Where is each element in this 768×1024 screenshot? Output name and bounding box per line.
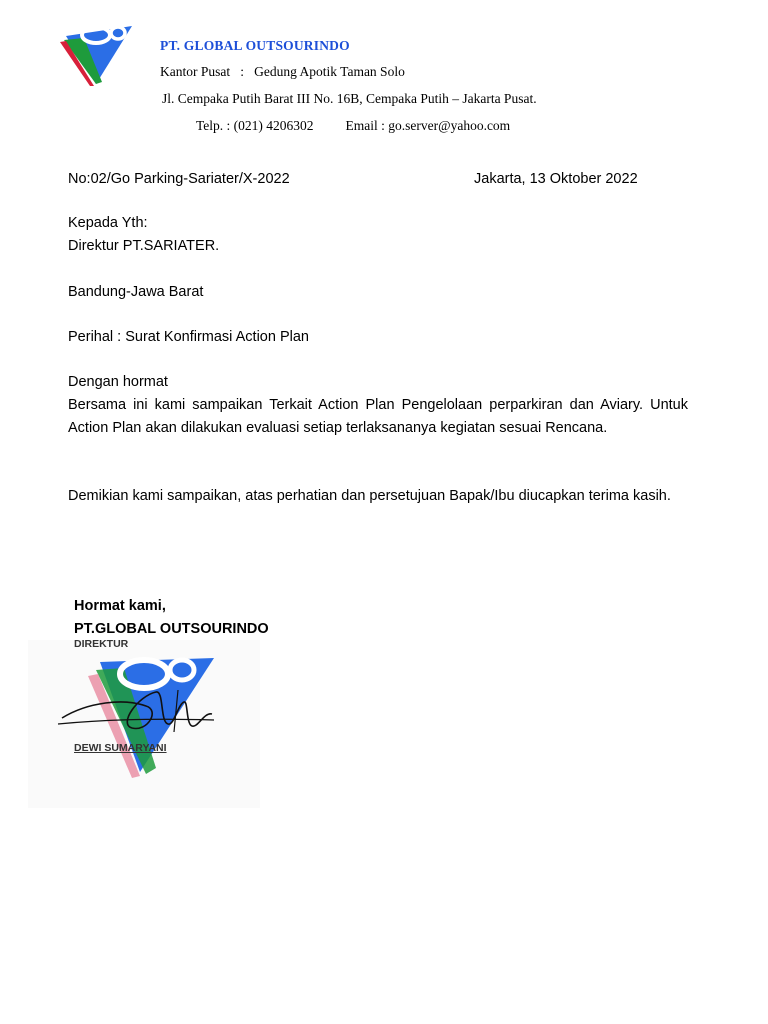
company-stamp-icon	[28, 640, 260, 808]
body-paragraph: Bersama ini kami sampaikan Terkait Action Plan Pengelolaan perparkiran dan Aviary. Untuk Action Plan akan dilakukan evaluasi setiap terlaksananya kegiatan sesuai Rencana.	[68, 397, 688, 436]
to-label: Kepada Yth:	[68, 215, 148, 231]
signer-name: DEWI SUMARYANI	[74, 742, 167, 754]
office-label: Kantor Pusat	[160, 64, 231, 79]
recipient-location: Bandung-Jawa Barat	[68, 284, 204, 300]
signature-title: DIREKTUR	[74, 638, 129, 650]
recipient: Direktur PT.SARIATER.	[68, 238, 220, 254]
contact-line	[196, 118, 510, 134]
subject: Perihal : Surat Konfirmasi Action Plan	[68, 329, 309, 345]
letter-number: No:02/Go Parking-Sariater/X-2022	[68, 171, 290, 187]
phone: Telp. : (021) 4206302	[196, 118, 314, 133]
address-line: Jl. Cempaka Putih Barat III No. 16B, Cempaka Putih – Jakarta Pusat.	[162, 91, 537, 106]
handwritten-signature-icon	[28, 640, 260, 808]
email: Email : go.server@yahoo.com	[345, 118, 511, 133]
go-logo-icon	[56, 22, 134, 88]
signature-company: PT.GLOBAL OUTSOURINDO	[74, 621, 269, 637]
closing-paragraph: Demikian kami sampaikan, atas perhatian dan persetujuan Bapak/Ibu diucapkan terima kasih.	[68, 488, 671, 504]
office-line	[160, 64, 405, 80]
office-name: Gedung Apotik Taman Solo	[254, 64, 405, 79]
office-separator: :	[240, 64, 245, 79]
regards: Hormat kami,	[74, 598, 166, 614]
letter-date: Jakarta, 13 Oktober 2022	[474, 171, 638, 187]
greeting: Dengan hormat	[68, 374, 168, 390]
company-name: PT. GLOBAL OUTSOURINDO	[160, 38, 350, 53]
